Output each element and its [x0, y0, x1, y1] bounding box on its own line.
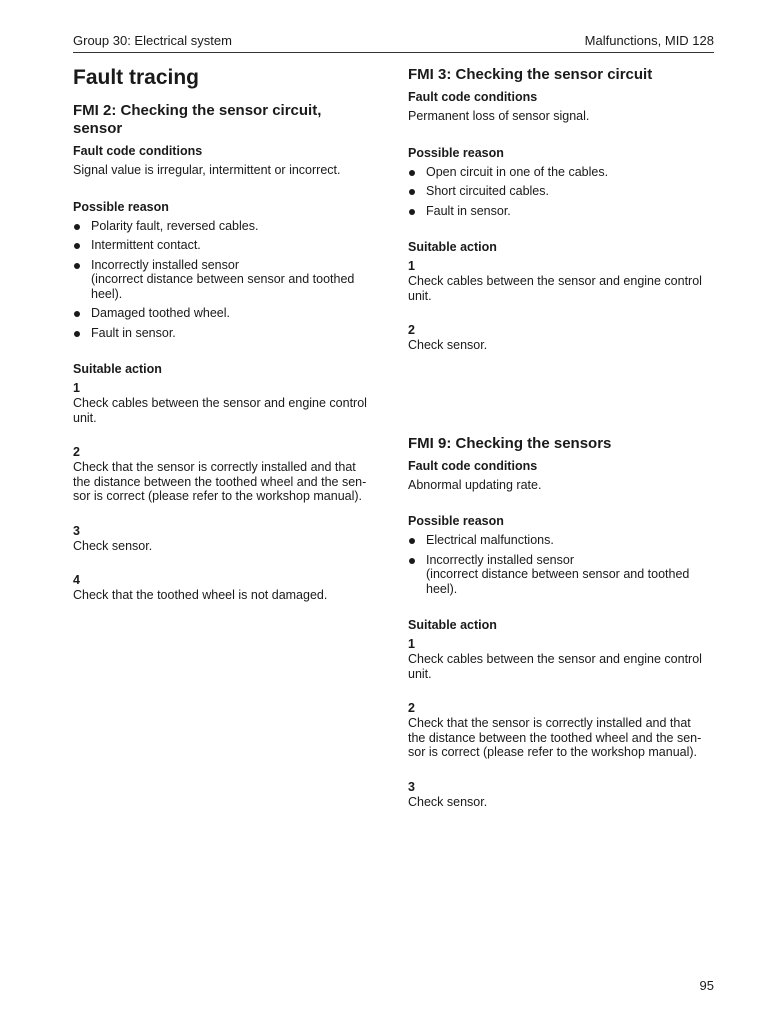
- fmi3-conditions-heading: Fault code conditions: [408, 90, 538, 104]
- step-number: 4: [73, 573, 80, 587]
- fmi3-condition-text: Permanent loss of sensor signal.: [408, 109, 590, 123]
- step-number: 3: [73, 523, 80, 538]
- fmi3-step: [408, 323, 718, 353]
- step-text: Check cables between the sensor and engine control unit.: [408, 652, 702, 681]
- step-text: Check that the sensor is correctly installed and that the distance between the toothed wheel and the sen- sor is correct (please refer to the workshop manual).: [408, 716, 702, 759]
- step-number: 2: [408, 323, 415, 337]
- fmi3-reason-heading: Possible reason: [408, 145, 504, 160]
- step-number: 1: [408, 259, 415, 273]
- list-item: Open circuit in one of the cables.: [408, 165, 718, 180]
- fmi3-step: [408, 259, 718, 303]
- fmi2-reason-list: [73, 219, 373, 341]
- list-item: Fault in sensor.: [73, 326, 373, 341]
- fmi2-reason-heading: Possible reason: [73, 199, 169, 214]
- step-text: Check sensor.: [408, 794, 488, 809]
- step-text: Check that the sensor is correctly installed and that the distance between the toothed wheel and the sen- sor is correct (please refer to the workshop manual).: [73, 460, 367, 503]
- fmi9-step: [408, 780, 718, 810]
- header-section-title: Malfunctions, MID 128: [584, 33, 714, 48]
- fmi2-condition-text: Signal value is irregular, intermittent or incorrect.: [73, 163, 341, 177]
- fmi2-action-heading: Suitable action: [73, 362, 162, 376]
- step-text: Check sensor.: [73, 538, 153, 553]
- list-item: Fault in sensor.: [408, 204, 718, 219]
- fmi2-step: [73, 381, 373, 425]
- step-text: Check that the toothed wheel is not damaged.: [73, 588, 328, 602]
- fmi3-title: FMI 3: Checking the sensor circuit: [408, 66, 653, 83]
- step-text: Check cables between the sensor and engine control unit.: [408, 274, 702, 303]
- step-text: Check cables between the sensor and engine control unit.: [73, 396, 367, 425]
- step-number: 2: [73, 445, 80, 459]
- fmi2-step: [73, 524, 373, 554]
- fmi9-step: [408, 701, 718, 760]
- fmi9-title: FMI 9: Checking the sensors: [408, 434, 612, 452]
- fmi2-conditions-heading: Fault code conditions: [73, 144, 203, 158]
- list-item: Incorrectly installed sensor (incorrect distance between sensor and toothed heel).: [73, 258, 373, 302]
- list-item: Intermittent contact.: [73, 238, 373, 253]
- step-number: 1: [73, 381, 80, 395]
- list-item: Polarity fault, reversed cables.: [73, 219, 373, 234]
- list-item: Short circuited cables.: [408, 184, 718, 199]
- step-number: 2: [408, 701, 415, 715]
- fmi2-step: [73, 573, 373, 603]
- fmi9-step: [408, 637, 718, 681]
- fmi3-reason-list: [408, 165, 718, 219]
- fmi9-condition-text: Abnormal updating rate.: [408, 477, 542, 492]
- step-number: 3: [408, 779, 415, 794]
- right-column: [408, 62, 718, 829]
- fmi9-reason-heading: Possible reason: [408, 514, 504, 528]
- fmi9-reason-list: [408, 533, 718, 596]
- fmi9-action-heading: Suitable action: [408, 618, 497, 632]
- fmi3-action-heading: Suitable action: [408, 240, 497, 254]
- fmi2-step: [73, 445, 373, 504]
- page-title: Fault tracing: [73, 66, 200, 89]
- list-item: Electrical malfunctions.: [408, 533, 718, 548]
- fmi9-conditions-heading: Fault code conditions: [408, 458, 538, 473]
- page-number: 95: [699, 978, 714, 993]
- list-item: Damaged toothed wheel.: [73, 306, 373, 321]
- step-number: 1: [408, 637, 415, 651]
- page-header: [73, 32, 714, 53]
- step-text: Check sensor.: [408, 338, 488, 352]
- left-column: [73, 62, 373, 623]
- list-item: Incorrectly installed sensor (incorrect distance between sensor and toothed heel).: [408, 553, 718, 597]
- fmi2-title: FMI 2: Checking the sensor circuit, sensor: [73, 102, 322, 137]
- header-group-title: Group 30: Electrical system: [73, 33, 232, 48]
